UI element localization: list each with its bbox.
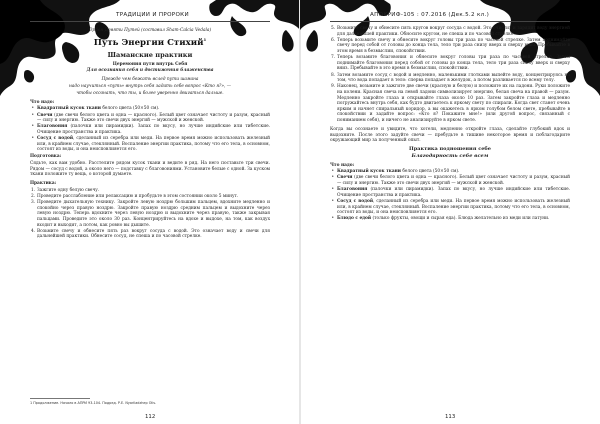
list-item: • Свечи (две свечи белого цвета и одна — красного). Белый цвет означает чистоту и разум, красный — силу и энергию. Также это свечи двух энергий — мужской и женской. (30, 113, 270, 124)
article-title: Путь Энергии Стихий$^1$ (93, 36, 207, 48)
running-head: ТРАДИЦИИ И ПРОРОКИ (116, 12, 189, 18)
author-line: Орден Девяти Путей (составил Sham-Calcia Vedala) (88, 28, 212, 33)
list-item: • Квадратный кусок ткани белого цвета (50×50 см). (330, 169, 570, 175)
ceremony-title: Церемония пути внутрь Себя (112, 61, 188, 67)
left-text-column (30, 28, 270, 242)
practice-steps-continued (330, 26, 570, 123)
footnote: 1 Продолжение. Начало в АПРИ 93-104. Подред. Р.Е. Nyariladzhep Olis. (30, 401, 157, 405)
right-text-column (330, 26, 570, 224)
practice-subtitle: Благодарность себе всем (411, 152, 489, 159)
prep-label: Подготовка: (30, 154, 62, 160)
footnote-rule (30, 398, 90, 399)
list-item: 6. Теперь возьмите свечу и обнесите вокруг головы три раза по часовой стрелке. Затем поднимайте свечу перед собой от головы до конца тела, тело три раза снизу вверх и сверху вниз. Пребывайте в этом время в безмыслии, спокойствии. (331, 37, 570, 54)
list-item: • Благовония (палочки или пирамидки). Запах по вкусу, но лучше индийские или тибетские. Очищение пространства и практика. (30, 124, 270, 135)
practice-title: Практика подношения себе (409, 145, 491, 152)
list-item: 4. Возьмите свечу и обнесите пять раз вокруг сосуда с водой. Это означает воду и свечи для дальнейшей практики. Обнесите сосуд, не спеша и по часовой стрелке. (31, 228, 270, 240)
list-item: • Сосуд с водой, сделанный из серебра или меди. На первое время можно использовать железный или, в крайнем случае, стеклянный. Воспаление энергии практика, потому что его тела, в основном, состоят из воды, и она неисповлияется его. (330, 199, 570, 216)
list-item: 7. Теперь возьмите благовония и обнесите вокруг головы три раза по часовой стрелке. Затем поднимайте благовония перед собой от головы до конца тела, тело три раза снизу вверх и сверху вниз. Пребывайте в это время в безмыслии, спокойствии. (331, 55, 570, 72)
list-item: • Квадратный кусок ткани белого цвета (50×50 см). (30, 106, 270, 112)
epigraph-line: надо научиться «путь» внутрь себя задать себе вопрос «Кто я?», — (68, 83, 232, 89)
list-item: 9. Наконец, возьмите и зажгите две свечи (красную и белую) и положите их на ладони. Руки положите на колени. Красная свеча на левой ладони символизирует энергию, белая свеча на правой — разум. Медленно закройте глаза и открывайте глаза около 10 раз. Затем закройте глаза и медленно погружайтесь внутрь себя, как будто двигаетесь к яркому свету по спирали. Когда свет станет очень ярким и начнет спиральный коридор, а вы окажетесь в ярком голубом белом свете, пребывайте в спокойствии и задайте вопрос: «Кто я? Покажите мне!» (или другой вопрос, связанный с пониманием себя), и ничего не анализируйте в ярком свете. (331, 84, 570, 123)
closing-text: Когда вы осознаете и увидите, что хотели, медленно откройте глаза, сделайте глубокий вдох и выдохните. После этого задуйте свечи — пребудьте в тишине некоторое время и поблагодарите окружающий мир за полученный опыт. (330, 126, 570, 144)
running-head: АПОКРИФ-105 : 07.2016 (Дек.5.2 кл.) (370, 12, 490, 18)
epigraph-line: чтобы осознать, что ты, и более уверенно двигаться дальше. (76, 90, 224, 96)
list-item: 5. Возьмите свечу и обнесите пять кругов вокруг сосуда с водой. Это очистит и зарядит воду энергией для дальнейшей практики. Обносите кругом, не спеша и по часовой стрелке. (331, 26, 570, 37)
practice-label: Практика: (30, 181, 57, 187)
list-item: 8. Затем возьмите сосуд с водой и медленно, маленькими глотками выпейте воду, концентрируясь на том, что вода попадает в тело: сперва попадает в желудок, а потом разливается по всему телу. (331, 72, 570, 84)
header-rule (330, 21, 570, 22)
list-item: • Сосуд с водой, сделанный из серебра или меди. На первое время можно использовать железный или, в крайнем случае, стеклянный. Воспаление энергии практика, потому что его тела, в основном, состоят из воды, и она неисповлияется его. (30, 136, 270, 153)
list-item: • Блюдо с едой (только фрукты, овощи и сырая еда). Блюда желательно из меди или латуни. (330, 216, 570, 222)
prep-text: Сядьте, как вам удобно. Расстелите рядом кусок ткани и ведите в ряд. На него поставьте три свечи. Рядом — сосуд с водой, а около него — подставку с благовониями. Установите белые с одной. За куском ткани положите ту вещь, о которой думаете. (30, 161, 270, 178)
section-title: Шаманские практики (107, 50, 193, 59)
right-page (300, 0, 600, 424)
page-number: 112 (145, 414, 156, 420)
page-number: 113 (445, 414, 456, 420)
need-label: Что надо: (30, 99, 55, 105)
list-item: • Свечи (две свечи белого цвета и одна — красного). Белый цвет означает чистоту и разум, красный — силу и энергию. Также это свечи двух энергий — мужской и женской. (330, 175, 570, 186)
list-item: 3. Проведите дыхательную технику. Закройте левую ноздрю большим пальцем, вдохните медленно и спокойно через правую ноздрю. Закройте правую ноздрю средним пальцем и выдохните через левую ноздрю. Теперь вдохните через левую ноздрю и выдохните через правую, также закрывая пальцами. Проведите это около 30 раз. Концентрируйтесь на вдохе и выдохе, на том, как воздух входит и выходит, а потом, как ровно вы дышите. (31, 200, 270, 228)
ceremony-subtitle: Для осознания себя и достижения блаженства (86, 68, 214, 74)
list-item: 2. Проведите расслабление или релаксацию и пробудьте в этом состоянии около 5 минут. (31, 194, 239, 200)
list-item: 1. Зажгите одну белую свечу. (31, 187, 100, 193)
epigraph-line: Прежде чем бежать вслед пути шамана (101, 77, 199, 83)
need-label: Что надо: (330, 162, 355, 168)
need-list (30, 106, 270, 153)
header-rule (30, 21, 270, 22)
practice-steps (30, 188, 270, 240)
list-item: • Благовония (палочки или пирамидки). Запах по вкусу, но лучше индийские или тибетские. Очищение пространства и практика. (330, 187, 570, 198)
need-list (330, 169, 570, 222)
